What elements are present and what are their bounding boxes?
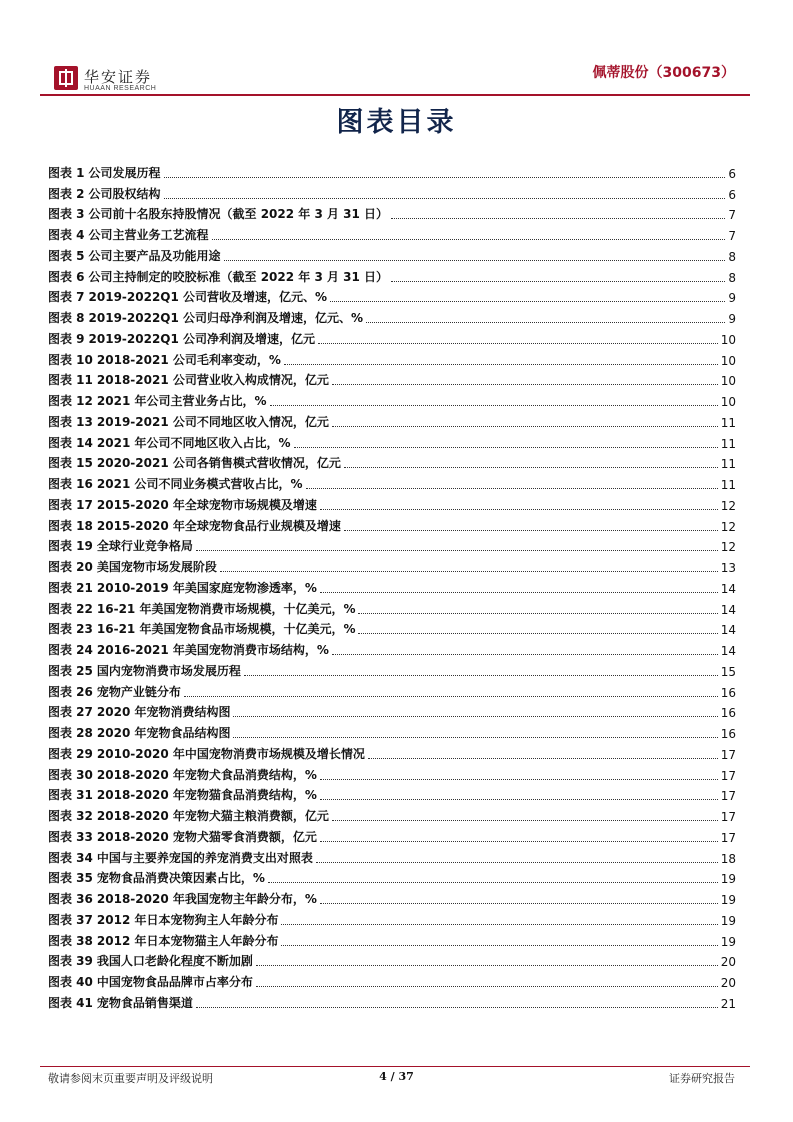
- toc-entry[interactable]: [48, 575, 736, 596]
- toc-leader-dots: [358, 633, 717, 634]
- toc-entry-title: 2021 年公司主营业务占比，%: [96, 394, 267, 408]
- toc-leader-dots: [332, 654, 718, 655]
- toc-leader-dots: [320, 592, 718, 593]
- toc-entry-page: 14: [720, 581, 736, 596]
- toc-entry-title: 2018-2020 年宠物犬猫主粮消费额，亿元: [96, 809, 329, 823]
- toc-entry-label: 图表 34: [48, 850, 93, 865]
- toc-entry[interactable]: [48, 658, 736, 679]
- toc-entry-page: 18: [720, 851, 736, 866]
- toc-leader-dots: [212, 239, 726, 240]
- toc-leader-dots: [184, 696, 718, 697]
- toc-leader-dots: [270, 405, 718, 406]
- toc-entry-title: 2015-2020 年全球宠物市场规模及增速: [96, 497, 317, 512]
- toc-entry-page: 12: [720, 540, 736, 555]
- toc-entry-title: 宠物产业链分布: [96, 684, 181, 699]
- toc-entry-label: 图表 32: [48, 809, 93, 823]
- toc-entry-page: 8: [728, 249, 736, 264]
- toc-entry-label: 图表 3: [48, 207, 85, 222]
- toc-entry[interactable]: [48, 430, 736, 451]
- toc-entry-page: 14: [720, 644, 736, 658]
- toc-entry-page: 14: [720, 623, 736, 638]
- figure-list: [48, 160, 736, 1011]
- toc-entry-page: 20: [720, 955, 736, 970]
- toc-entry-label: 图表 36: [48, 892, 93, 906]
- toc-entry-page: 15: [720, 664, 736, 679]
- toc-entry-title: 2019-2022Q1 公司营收及增速，亿元、%: [88, 290, 328, 305]
- toc-entry-title: 2018-2021 公司营业收入构成情况，亿元: [96, 373, 329, 388]
- toc-entry-page: 16: [720, 706, 736, 721]
- toc-entry-title: 2012 年日本宠物猫主人年龄分布: [96, 933, 279, 948]
- toc-entry-label: 图表 13: [48, 414, 93, 429]
- toc-entry-title: 2020 年宠物食品结构图: [96, 726, 231, 740]
- toc-leader-dots: [164, 198, 726, 199]
- toc-entry[interactable]: [48, 700, 736, 721]
- toc-leader-dots: [316, 862, 718, 863]
- toc-entry[interactable]: [48, 513, 736, 534]
- toc-entry-label: 图表 26: [48, 684, 93, 699]
- toc-entry-page: 7: [728, 208, 736, 223]
- logo-text-en: HUAAN RESEARCH: [84, 85, 157, 92]
- logo-text-cn: 华安证券: [84, 68, 153, 86]
- toc-entry[interactable]: [48, 554, 736, 575]
- toc-entry[interactable]: [48, 160, 736, 181]
- toc-entry[interactable]: [48, 596, 736, 617]
- toc-entry[interactable]: [48, 803, 736, 824]
- toc-entry-title: 中国与主要养宠国的养宠消费支出对照表: [96, 850, 313, 865]
- toc-entry-title: 2018-2020 年宠物犬食品消费结构，%: [96, 767, 317, 782]
- toc-leader-dots: [330, 301, 725, 302]
- toc-leader-dots: [164, 177, 726, 178]
- toc-leader-dots: [196, 1007, 718, 1008]
- company-ticker: 佩蒂股份（300673）: [592, 65, 735, 81]
- toc-entry[interactable]: [48, 949, 736, 970]
- toc-entry-page: 19: [720, 934, 736, 949]
- toc-entry[interactable]: [48, 679, 736, 700]
- toc-entry-title: 2019-2022Q1 公司归母净利润及增速，亿元、%: [88, 311, 364, 325]
- toc-entry[interactable]: [48, 783, 736, 804]
- toc-entry-page: 17: [720, 789, 736, 804]
- toc-entry-page: 12: [720, 498, 736, 513]
- toc-entry-page: 9: [728, 312, 736, 326]
- toc-entry-page: 17: [720, 810, 736, 824]
- toc-entry-page: 8: [728, 270, 736, 285]
- toc-entry[interactable]: [48, 637, 736, 658]
- toc-entry-title: 中国宠物食品品牌市占率分布: [96, 975, 253, 989]
- toc-entry-title: 2019-2022Q1 公司净利润及增速，亿元: [88, 331, 316, 346]
- page-number: 4 / 37: [379, 1070, 414, 1083]
- toc-entry-page: 11: [720, 436, 736, 451]
- toc-entry-label: 图表 10: [48, 352, 93, 367]
- toc-leader-dots: [256, 965, 718, 966]
- toc-leader-dots: [368, 758, 718, 759]
- toc-leader-dots: [318, 343, 718, 344]
- toc-entry-label: 图表 38: [48, 933, 93, 948]
- toc-entry-label: 图表 40: [48, 975, 93, 989]
- toc-leader-dots: [224, 260, 726, 261]
- toc-leader-dots: [332, 384, 718, 385]
- toc-entry-label: 图表 35: [48, 871, 93, 886]
- toc-leader-dots: [268, 882, 718, 883]
- toc-entry-title: 2015-2020 年全球宠物食品行业规模及增速: [96, 518, 341, 533]
- toc-entry-label: 图表 5: [48, 248, 85, 263]
- footer-disclaimer: 敬请参阅末页重要声明及评级说明: [48, 1072, 213, 1085]
- toc-entry-title: 公司发展历程: [88, 165, 161, 180]
- toc-entry-page: 16: [720, 685, 736, 700]
- toc-entry[interactable]: [48, 824, 736, 845]
- toc-leader-dots: [294, 447, 718, 448]
- toc-entry[interactable]: [48, 762, 736, 783]
- toc-entry-title: 美国宠物市场发展阶段: [96, 560, 217, 574]
- page-header: [0, 0, 793, 100]
- toc-entry-title: 2010-2019 年美国家庭宠物渗透率，%: [96, 580, 317, 595]
- toc-entry[interactable]: [48, 845, 736, 866]
- toc-entry-label: 图表 33: [48, 829, 93, 844]
- toc-entry-label: 图表 23: [48, 622, 93, 637]
- toc-entry-page: 12: [720, 519, 736, 534]
- toc-entry-page: 19: [720, 913, 736, 928]
- toc-entry-page: 21: [720, 996, 736, 1011]
- toc-entry[interactable]: [48, 347, 736, 368]
- toc-entry-page: 14: [720, 602, 736, 617]
- toc-leader-dots: [332, 820, 718, 821]
- toc-entry[interactable]: [48, 534, 736, 555]
- toc-entry[interactable]: [48, 305, 736, 326]
- toc-entry-label: 图表 22: [48, 601, 93, 616]
- page-title: 图表目录: [336, 107, 457, 138]
- toc-leader-dots: [344, 530, 718, 531]
- toc-entry-label: 图表 18: [48, 518, 93, 533]
- toc-entry-label: 图表 25: [48, 663, 93, 678]
- toc-entry-page: 11: [720, 457, 736, 472]
- toc-entry-title: 2020 年宠物消费结构图: [96, 705, 231, 720]
- toc-entry-title: 2016-2021 年美国宠物消费市场结构，%: [96, 643, 329, 657]
- header-divider: [40, 94, 750, 96]
- toc-entry-label: 图表 30: [48, 767, 93, 782]
- toc-entry-title: 16-21 年美国宠物食品市场规模，十亿美元，%: [96, 622, 356, 637]
- toc-entry-title: 2021 年公司不同地区收入占比，%: [96, 435, 291, 450]
- toc-entry-title: 2020-2021 公司各销售模式营收情况，亿元: [96, 456, 341, 471]
- toc-entry-title: 2012 年日本宠物狗主人年龄分布: [96, 912, 279, 927]
- toc-leader-dots: [256, 986, 718, 987]
- toc-entry-label: 图表 7: [48, 290, 85, 305]
- toc-entry-label: 图表 27: [48, 705, 93, 720]
- toc-entry-title: 公司前十名股东持股情况（截至 2022 年 3 月 31 日）: [88, 207, 389, 222]
- toc-entry-label: 图表 19: [48, 539, 93, 554]
- toc-entry-title: 2018-2020 年我国宠物主年龄分布，%: [96, 892, 317, 906]
- toc-entry-page: 19: [720, 893, 736, 907]
- toc-entry[interactable]: [48, 388, 736, 409]
- toc-leader-dots: [320, 509, 718, 510]
- toc-entry-label: 图表 12: [48, 394, 93, 408]
- toc-leader-dots: [306, 488, 718, 489]
- toc-entry[interactable]: [48, 866, 736, 887]
- toc-entry-page: 16: [720, 727, 736, 741]
- toc-entry-page: 11: [720, 478, 736, 492]
- toc-entry-title: 2019-2021 公司不同地区收入情况，亿元: [96, 414, 329, 429]
- toc-entry-page: 7: [728, 229, 736, 243]
- toc-entry-label: 图表 31: [48, 788, 93, 803]
- toc-leader-dots: [244, 675, 718, 676]
- toc-leader-dots: [233, 737, 717, 738]
- footer-divider: [40, 1066, 750, 1067]
- toc-entry[interactable]: [48, 202, 736, 223]
- toc-entry[interactable]: [48, 409, 736, 430]
- toc-entry-label: 图表 41: [48, 995, 93, 1010]
- toc-entry-title: 宠物食品消费决策因素占比，%: [96, 871, 265, 886]
- toc-entry-label: 图表 11: [48, 373, 93, 388]
- toc-entry-title: 全球行业竞争格局: [96, 539, 193, 554]
- toc-leader-dots: [332, 426, 718, 427]
- toc-entry[interactable]: [48, 907, 736, 928]
- toc-entry[interactable]: [48, 886, 736, 907]
- toc-leader-dots: [320, 799, 718, 800]
- toc-entry-page: 13: [720, 561, 736, 575]
- toc-entry-label: 图表 39: [48, 954, 93, 969]
- toc-entry-title: 2010-2020 年中国宠物消费市场规模及增长情况: [96, 746, 365, 761]
- toc-leader-dots: [320, 903, 718, 904]
- toc-leader-dots: [284, 364, 718, 365]
- toc-entry-label: 图表 29: [48, 746, 93, 761]
- toc-leader-dots: [281, 945, 717, 946]
- toc-entry-page: 17: [720, 830, 736, 845]
- toc-leader-dots: [366, 322, 725, 323]
- toc-entry-page: 10: [720, 332, 736, 347]
- toc-entry-title: 16-21 年美国宠物消费市场规模，十亿美元，%: [96, 601, 356, 616]
- toc-entry-label: 图表 20: [48, 560, 93, 574]
- footer-report-type: 证券研究报告: [669, 1072, 735, 1085]
- toc-entry-page: 9: [728, 291, 736, 306]
- toc-entry[interactable]: [48, 181, 736, 202]
- toc-entry-title: 2018-2021 公司毛利率变动，%: [96, 352, 281, 367]
- huaan-logo-icon: [54, 66, 78, 90]
- toc-entry-page: 19: [720, 872, 736, 887]
- toc-entry-title: 宠物食品销售渠道: [96, 995, 193, 1010]
- toc-entry-page: 6: [728, 187, 736, 202]
- toc-leader-dots: [391, 218, 725, 219]
- toc-entry-label: 图表 1: [48, 165, 85, 180]
- toc-entry-label: 图表 16: [48, 477, 93, 491]
- toc-entry[interactable]: [48, 326, 736, 347]
- toc-entry-title: 公司主持制定的咬胶标准（截至 2022 年 3 月 31 日）: [88, 269, 389, 284]
- toc-entry[interactable]: [48, 990, 736, 1011]
- toc-entry-title: 公司主营业务工艺流程: [88, 228, 209, 242]
- toc-leader-dots: [196, 550, 718, 551]
- toc-entry[interactable]: [48, 264, 736, 285]
- toc-entry[interactable]: [48, 451, 736, 472]
- toc-entry-label: 图表 37: [48, 912, 93, 927]
- toc-leader-dots: [320, 841, 718, 842]
- toc-entry-title: 2021 公司不同业务模式营收占比，%: [96, 477, 303, 491]
- toc-entry-label: 图表 14: [48, 435, 93, 450]
- toc-entry[interactable]: [48, 368, 736, 389]
- toc-leader-dots: [391, 281, 725, 282]
- toc-entry-title: 公司主要产品及功能用途: [88, 248, 221, 263]
- toc-entry-label: 图表 2: [48, 186, 85, 201]
- toc-entry-label: 图表 6: [48, 269, 85, 284]
- toc-entry[interactable]: [48, 720, 736, 741]
- toc-entry[interactable]: [48, 492, 736, 513]
- toc-entry-label: 图表 24: [48, 643, 93, 657]
- toc-entry-label: 图表 9: [48, 331, 85, 346]
- toc-leader-dots: [233, 716, 717, 717]
- toc-leader-dots: [281, 924, 717, 925]
- toc-entry-title: 2018-2020 年宠物猫食品消费结构，%: [96, 788, 317, 803]
- toc-entry[interactable]: [48, 471, 736, 492]
- toc-entry-page: 11: [720, 415, 736, 430]
- toc-entry-label: 图表 8: [48, 311, 85, 325]
- toc-leader-dots: [344, 467, 718, 468]
- toc-entry-page: 17: [720, 768, 736, 783]
- toc-entry[interactable]: [48, 969, 736, 990]
- toc-entry-page: 17: [720, 747, 736, 762]
- toc-entry[interactable]: [48, 285, 736, 306]
- toc-entry-label: 图表 17: [48, 497, 93, 512]
- toc-entry-label: 图表 15: [48, 456, 93, 471]
- toc-entry-page: 10: [720, 353, 736, 368]
- toc-entry-title: 我国人口老龄化程度不断加剧: [96, 954, 253, 969]
- toc-leader-dots: [320, 779, 718, 780]
- toc-entry-label: 图表 21: [48, 580, 93, 595]
- toc-entry-page: 10: [720, 374, 736, 389]
- toc-entry-page: 10: [720, 395, 736, 409]
- toc-entry[interactable]: [48, 741, 736, 762]
- toc-entry-page: 6: [728, 166, 736, 181]
- toc-entry-title: 公司股权结构: [88, 186, 161, 201]
- toc-entry-label: 图表 4: [48, 228, 85, 242]
- toc-entry[interactable]: [48, 617, 736, 638]
- toc-entry-title: 2018-2020 宠物犬猫零食消费额，亿元: [96, 829, 317, 844]
- toc-entry-page: 20: [720, 976, 736, 990]
- toc-leader-dots: [358, 613, 717, 614]
- toc-entry[interactable]: [48, 222, 736, 243]
- toc-entry[interactable]: [48, 243, 736, 264]
- toc-entry-title: 国内宠物消费市场发展历程: [96, 663, 241, 678]
- toc-leader-dots: [220, 571, 718, 572]
- toc-entry[interactable]: [48, 928, 736, 949]
- toc-entry-label: 图表 28: [48, 726, 93, 740]
